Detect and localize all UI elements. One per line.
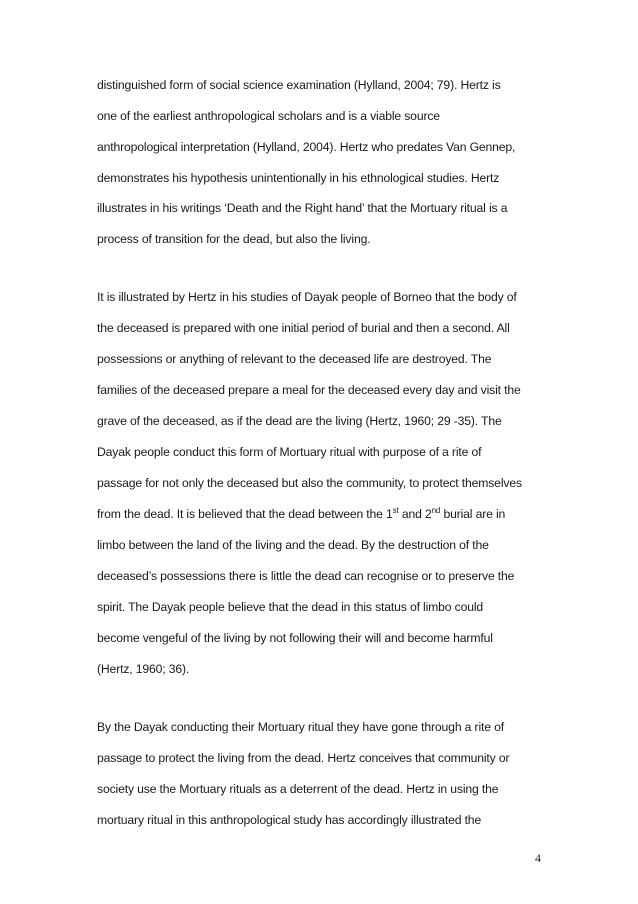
ordinal-suffix: st — [392, 505, 399, 515]
text-segment: burial are in — [440, 507, 506, 521]
text-line: grave of the deceased, as if the dead are the living (Hertz, 1960; 29 -35). The — [97, 414, 502, 428]
text-line: one of the earliest anthropological scholars and is a viable source — [97, 109, 440, 123]
text-line: distinguished form of social science examination (Hylland, 2004; 79). Hertz is — [97, 78, 501, 92]
text-line: demonstrates his hypothesis unintentionally in his ethnological studies. Hertz — [97, 171, 500, 185]
text-line: (Hertz, 1960; 36). — [97, 662, 190, 676]
text-line: It is illustrated by Hertz in his studies of Dayak people of Borneo that the body of — [97, 290, 517, 304]
ordinal-suffix: nd — [431, 505, 441, 515]
text-line: possessions or anything of relevant to the deceased life are destroyed. The — [97, 352, 492, 366]
text-line: passage for not only the deceased but also the community, to protect themselves — [97, 476, 522, 490]
text-line: anthropological interpretation (Hylland, 2004). Hertz who predates Van Gennep, — [97, 140, 516, 154]
text-line: limbo between the land of the living and the dead. By the destruction of the — [97, 538, 489, 552]
text-line: families of the deceased prepare a meal for the deceased every day and visit the — [97, 383, 521, 397]
text-line: deceased’s possessions there is little the dead can recognise or to preserve the — [97, 569, 515, 583]
text-line: process of transition for the dead, but also the living. — [97, 232, 371, 246]
text-line: spirit. The Dayak people believe that the dead in this status of limbo could — [97, 600, 484, 614]
text-line-with-ordinals — [97, 506, 505, 522]
text-line: mortuary ritual in this anthropological study has accordingly illustrated the — [97, 813, 482, 827]
text-line: passage to protect the living from the dead. Hertz conceives that community or — [97, 751, 510, 765]
text-line: society use the Mortuary rituals as a deterrent of the dead. Hertz in using the — [97, 782, 499, 796]
text-line: become vengeful of the living by not following their will and become harmful — [97, 631, 493, 645]
text-line: illustrates in his writings ‘Death and the Right hand’ that the Mortuary ritual is a — [97, 201, 508, 215]
text-segment: and 2 — [398, 507, 432, 521]
text-line: By the Dayak conducting their Mortuary ritual they have gone through a rite of — [97, 720, 504, 734]
text-line: the deceased is prepared with one initial period of burial and then a second. All — [97, 321, 510, 335]
text-line: Dayak people conduct this form of Mortuary ritual with purpose of a rite of — [97, 445, 482, 459]
text-segment: from the dead. It is believed that the dead between the 1 — [97, 507, 393, 521]
page-number: 4 — [535, 851, 541, 865]
